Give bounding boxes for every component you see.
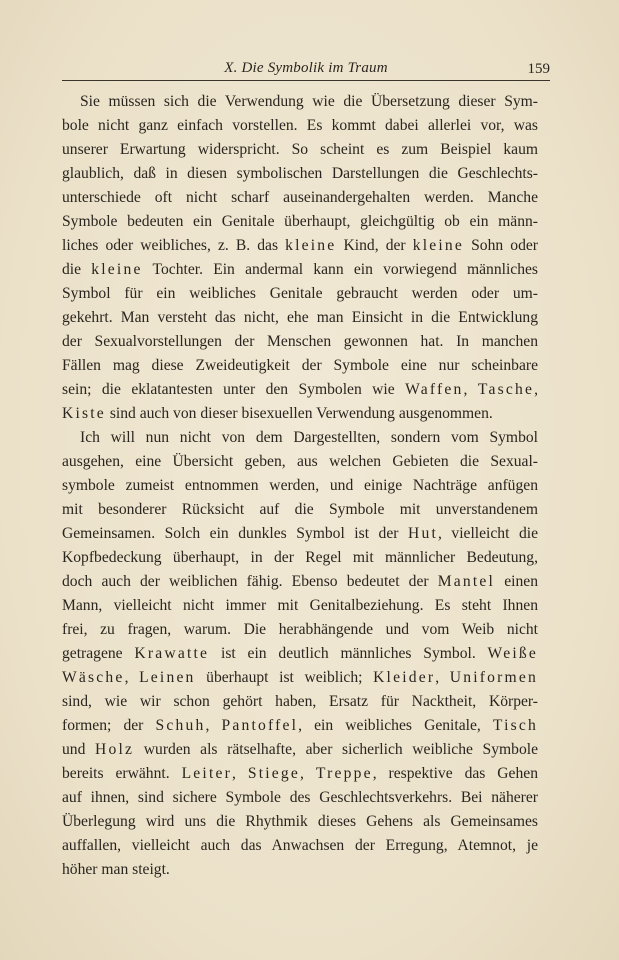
- spaced-word: Waffen: [405, 381, 464, 398]
- spaced-word: Kleider: [373, 669, 436, 686]
- text-line: frei, zu fragen, warum. Die herabhängende und vom Weib nicht: [62, 621, 538, 638]
- page-header: [62, 58, 550, 81]
- spaced-word: Uniformen: [449, 669, 538, 686]
- text-line: gekehrt. Man versteht das nicht, ehe man Einsicht in die Entwicklung: [62, 309, 538, 326]
- spaced-word: Tisch: [492, 717, 538, 734]
- spaced-word: Treppe: [315, 765, 373, 782]
- spaced-word: Kiste: [62, 405, 106, 422]
- text-line: sind, wie wir schon gehört haben, Ersatz für Nacktheit, Körper-: [62, 693, 538, 710]
- spaced-word: Leinen: [139, 669, 196, 686]
- spaced-word: Holz: [95, 741, 135, 758]
- text-line: sein; die eklatantesten unter den Symbolen wie Waffen, Tasche,: [62, 381, 538, 398]
- text-line: bereits erwähnt. Leiter, Stiege, Treppe, respektive das Gehen: [62, 765, 538, 782]
- text-line: formen; der Schuh, Pantoffel, ein weibliches Genitale, Tisch: [62, 717, 538, 734]
- spaced-word: Tasche: [477, 381, 535, 398]
- text-line: liches oder weibliches, z. B. das kleine Kind, der kleine Sohn oder: [62, 237, 538, 254]
- text-line: Kopfbedeckung überhaupt, in der Regel mit männlicher Bedeutung,: [62, 549, 538, 566]
- text-line: Überlegung wird uns die Rhythmik dieses Gehens als Gemeinsames: [62, 813, 538, 830]
- text-line: Kiste sind auch von dieser bisexuellen Verwendung ausgenommen.: [62, 405, 493, 422]
- spaced-word: Weiße: [487, 645, 538, 662]
- text-line: Mann, vielleicht nicht immer mit Genitalbeziehung. Es steht Ihnen: [62, 597, 538, 614]
- text-line: und Holz wurden als rätselhafte, aber sicherlich weibliche Symbole: [62, 741, 538, 758]
- text-line: symbole zumeist entnommen werden, und einige Nachträge anfügen: [62, 477, 538, 494]
- spaced-word: kleine: [285, 237, 337, 254]
- page-number: 159: [527, 61, 550, 77]
- spaced-word: Wäsche: [62, 669, 125, 686]
- text-line: Ich will nun nicht von dem Dargestellten, sondern vom Symbol: [80, 429, 538, 446]
- spaced-word: Schuh: [155, 717, 206, 734]
- spaced-word: Pantoffel: [221, 717, 299, 734]
- spaced-word: Stiege: [247, 765, 301, 782]
- spaced-word: Leiter: [181, 765, 233, 782]
- spaced-word: Hut: [408, 525, 438, 542]
- text-line: glaublich, daß in diesen symbolischen Darstellungen die Geschlechts-: [62, 165, 538, 182]
- spaced-word: Krawatte: [134, 645, 210, 662]
- text-line: Symbol für ein weibliches Genitale gebraucht werden oder um-: [62, 285, 538, 302]
- text-line: auffallen, vielleicht auch das Anwachsen der Erregung, Atemnot, je: [62, 837, 538, 854]
- text-line: auf ihnen, sind sichere Symbole des Geschlechtsverkehrs. Bei näherer: [62, 789, 538, 806]
- text-line: getragene Krawatte ist ein deutlich männliches Symbol. Weiße: [62, 645, 538, 662]
- text-line: unserer Erwartung widerspricht. So scheint es zum Beispiel kaum: [62, 141, 538, 158]
- spaced-word: kleine: [91, 261, 143, 278]
- text-line: die kleine Tochter. Ein andermal kann ein vorwiegend männliches: [62, 261, 538, 278]
- text-line: Wäsche, Leinen überhaupt ist weiblich; Kleider, Uniformen: [62, 669, 538, 686]
- text-line: mit besonderer Rücksicht auf die Symbole mit unverstandenem: [62, 501, 538, 518]
- text-line: unterschiede oft nicht scharf auseinandergehalten werden. Manche: [62, 189, 538, 206]
- text-line: Fällen mag diese Zweideutigkeit der Symbole eine nur scheinbare: [62, 357, 538, 374]
- body-text: [62, 90, 538, 882]
- text-line: Gemeinsamen. Solch ein dunkles Symbol ist der Hut, vielleicht die: [62, 525, 538, 542]
- text-line: doch auch der weiblichen fähig. Ebenso bedeutet der Mantel einen: [62, 573, 538, 590]
- text-line: der Sexualvorstellungen der Menschen gewonnen hat. In manchen: [62, 333, 538, 350]
- spaced-word: kleine: [412, 237, 465, 254]
- text-line: Sie müssen sich die Verwendung wie die Übersetzung dieser Sym-: [80, 93, 538, 110]
- running-title: X. Die Symbolik im Traum: [224, 60, 388, 76]
- text-line: höher man steigt.: [62, 861, 170, 878]
- text-line: Symbole bedeuten ein Genitale überhaupt, gleichgültig ob ein männ-: [62, 213, 538, 230]
- text-line: bole nicht ganz einfach vorstellen. Es kommt dabei allerlei vor, was: [62, 117, 538, 134]
- spaced-word: Mantel: [437, 573, 496, 590]
- text-line: ausgehen, eine Übersicht geben, aus welchen Gebieten die Sexual-: [62, 453, 538, 470]
